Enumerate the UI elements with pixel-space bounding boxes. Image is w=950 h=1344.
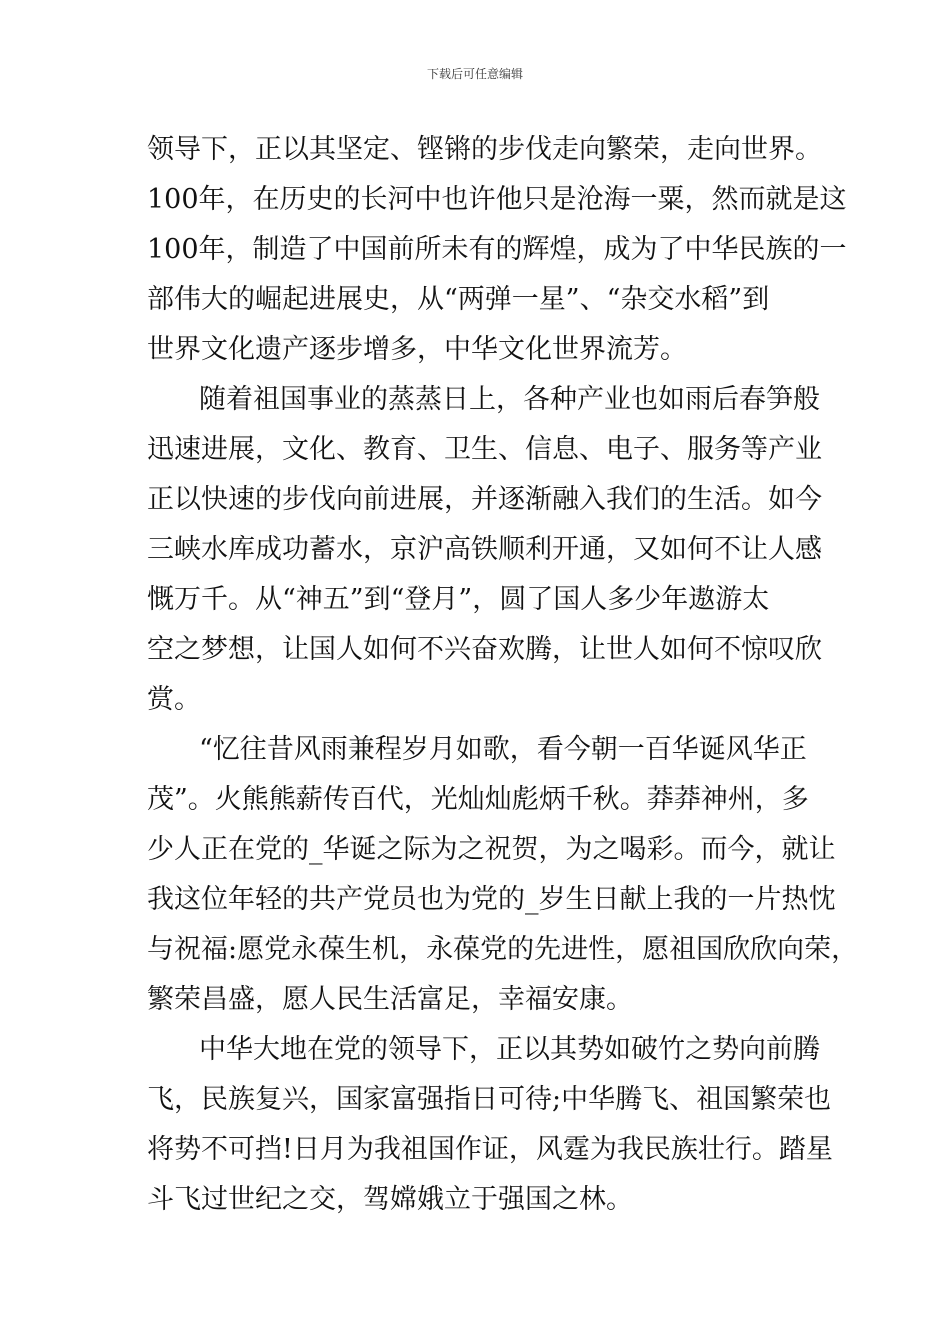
text-line: 三峡水库成功蓄水，京沪高铁顺利开通，又如何不让人感: [147, 534, 822, 565]
text-line: 100年，在历史的长河中也许他只是沧海一粟，然而就是这: [147, 184, 847, 215]
text-line: “忆往昔风雨兼程岁月如歌，看今朝一百华诞风华正: [199, 734, 807, 765]
text-line: 世界文化遗产逐步增多，中华文化世界流芳。: [147, 334, 687, 365]
text-line: 部伟大的崛起进展史，从“两弹一星”、“杂交水稻”到: [147, 284, 770, 315]
text-line: 空之梦想，让国人如何不兴奋欢腾，让世人如何不惊叹欣: [147, 634, 822, 665]
text-line: 慨万千。从“神五”到“登月”，圆了国人多少年遨游太: [147, 584, 770, 615]
text-line: 将势不可挡!日月为我祖国作证，风霆为我民族壮行。踏星: [147, 1134, 833, 1165]
text-line: 领导下，正以其坚定、铿锵的步伐走向繁荣，走向世界。: [147, 134, 822, 165]
text-line: 飞，民族复兴，国家富强指日可待;中华腾飞、祖国繁荣也: [147, 1084, 832, 1115]
text-line: 繁荣昌盛，愿人民生活富足，幸福安康。: [147, 984, 633, 1015]
text-line: 茂”。火熊熊薪传百代，光灿灿彪炳千秋。莽莽神州，多: [147, 784, 809, 815]
text-line: 斗飞过世纪之交，驾嫦娥立于强国之林。: [147, 1184, 633, 1215]
text-line: 随着祖国事业的蒸蒸日上，各种产业也如雨后春笋般: [199, 384, 820, 415]
text-line: 赏。: [147, 684, 201, 715]
text-line: 与祝福:愿党永葆生机，永葆党的先进性，愿祖国欣欣向荣，: [147, 934, 859, 965]
text-line: 正以快速的步伐向前进展，并逐渐融入我们的生活。如今: [147, 484, 822, 515]
text-line: 我这位年轻的共产党员也为党的_岁生日献上我的一片热忱: [147, 884, 836, 915]
page-header: 下载后可任意编辑: [426, 67, 523, 81]
text-line: 中华大地在党的领导下，正以其势如破竹之势向前腾: [199, 1034, 820, 1065]
text-line: 迅速进展，文化、教育、卫生、信息、电子、服务等产业: [147, 434, 822, 465]
text-line: 少人正在党的_华诞之际为之祝贺，为之喝彩。而今，就让: [147, 834, 836, 865]
text-line: 100年，制造了中国前所未有的辉煌，成为了中华民族的一: [147, 234, 847, 265]
